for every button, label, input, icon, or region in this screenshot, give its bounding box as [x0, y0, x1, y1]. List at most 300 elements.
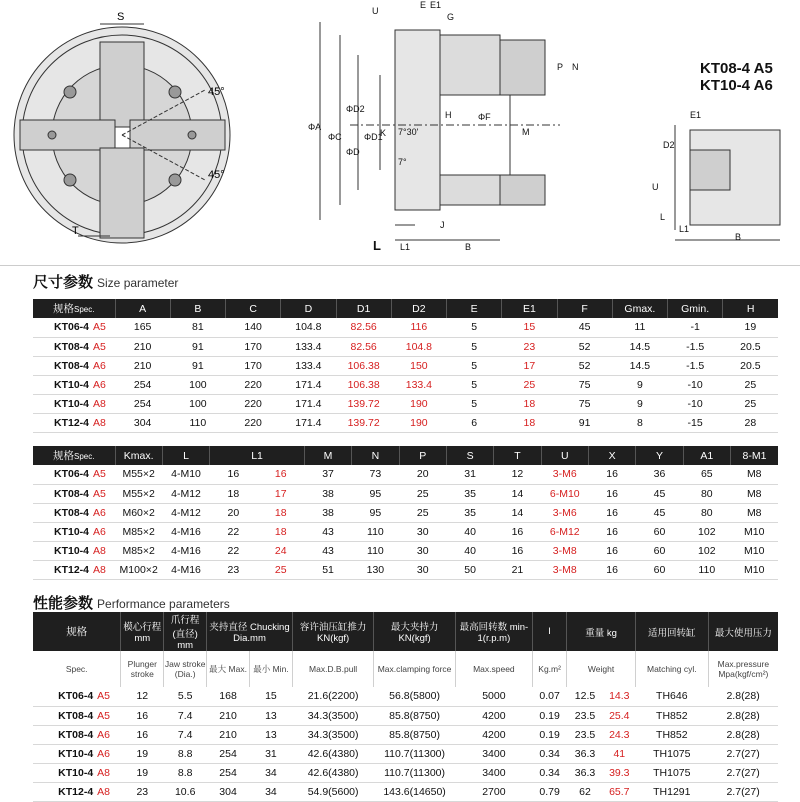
value-cell: 25 [502, 375, 557, 394]
value-cell: 17 [502, 356, 557, 375]
value-cell: 7.4 [164, 706, 207, 725]
value-cell: 12 [494, 465, 541, 484]
value-cell: 171.4 [281, 394, 336, 413]
value-cell: 18 [257, 522, 304, 541]
value-cell: 6 [447, 413, 502, 432]
perf-subheader-plunger: Plunger stroke [121, 651, 164, 687]
column-header: Kmax. [115, 446, 162, 465]
value-cell: 65.7 [603, 782, 635, 801]
dim-label-b: B [465, 242, 472, 252]
value-cell: 20 [210, 503, 257, 522]
spec-header-cn: 规格 [53, 303, 75, 315]
value-cell: TH1075 [635, 763, 708, 782]
value-cell: 18 [257, 503, 304, 522]
perf-subheader-speed: Max.speed [455, 651, 532, 687]
dim-label-l1: L1 [400, 242, 411, 252]
model-cell: KT08-4 [33, 484, 91, 503]
value-cell: 130 [352, 560, 399, 579]
model-cell: KT08-4 [33, 503, 91, 522]
column-header: 8-M1 [730, 446, 778, 465]
value-cell: 14 [494, 484, 541, 503]
column-header: A [115, 299, 170, 318]
table-row [33, 706, 778, 725]
value-cell: 60 [636, 541, 683, 560]
value-cell: 5 [447, 337, 502, 356]
variant-cell: A8 [95, 782, 121, 801]
column-header: L [162, 446, 209, 465]
column-header: P [399, 446, 446, 465]
spec-header-en: Spec. [74, 452, 95, 461]
value-cell: 106.38 [336, 375, 391, 394]
size-table-2-header [33, 446, 778, 465]
detail-view-drawing [675, 125, 780, 240]
value-cell: M10 [730, 522, 778, 541]
value-cell: 110 [352, 522, 399, 541]
table-row [33, 318, 778, 337]
column-header: A1 [683, 446, 730, 465]
value-cell: 16 [588, 541, 635, 560]
perf-header-cyl: 适用回转缸 [635, 612, 708, 651]
value-cell: 35 [446, 484, 493, 503]
value-cell: 254 [207, 744, 250, 763]
value-cell: 210 [207, 706, 250, 725]
value-cell: 13 [250, 706, 293, 725]
size-section-title [33, 271, 178, 292]
value-cell: 0.79 [532, 782, 566, 801]
table-row [33, 522, 778, 541]
variant-cell: A8 [91, 413, 115, 432]
value-cell: M10 [730, 541, 778, 560]
dim-label-k: K [380, 128, 387, 138]
value-cell: 23 [210, 560, 257, 579]
model-cell: KT10-4 [33, 375, 91, 394]
model-cell: KT08-4 [33, 725, 95, 744]
value-cell: 39.3 [603, 763, 635, 782]
perf-subheader-max: 最大 Max. [207, 651, 250, 687]
perf-subheader-cyl: Matching cyl. [635, 651, 708, 687]
value-cell: 22 [210, 541, 257, 560]
dim-label-c: ΦC [328, 132, 342, 142]
value-cell: M100×2 [115, 560, 162, 579]
detail-label-b: B [735, 232, 742, 242]
size-section-title-en: Size parameter [97, 276, 179, 290]
value-cell: 7.4 [164, 725, 207, 744]
value-cell: 23.5 [567, 706, 603, 725]
value-cell: 75 [557, 394, 612, 413]
value-cell: 170 [226, 356, 281, 375]
column-header: M [304, 446, 351, 465]
value-cell: 4-M12 [162, 484, 209, 503]
value-cell: M85×2 [115, 522, 162, 541]
value-cell: 102 [683, 541, 730, 560]
value-cell: 4-M16 [162, 522, 209, 541]
value-cell: 95 [352, 484, 399, 503]
column-header: Gmin. [668, 299, 723, 318]
value-cell: 104.8 [281, 318, 336, 337]
value-cell: 210 [115, 337, 170, 356]
column-header: E [447, 299, 502, 318]
value-cell: 85.8(8750) [374, 706, 455, 725]
variant-cell: A6 [91, 375, 115, 394]
value-cell: 3-M6 [541, 465, 588, 484]
detail-label-u: U [652, 182, 659, 192]
model-cell: KT10-4 [33, 763, 95, 782]
column-header: B [170, 299, 225, 318]
value-cell: 6-M10 [541, 484, 588, 503]
value-cell: 3400 [455, 744, 532, 763]
model-cell: KT06-4 [33, 687, 95, 706]
value-cell: 210 [207, 725, 250, 744]
value-cell: 12.5 [567, 687, 603, 706]
value-cell: -1 [668, 318, 723, 337]
table-row [33, 560, 778, 579]
value-cell: 36.3 [567, 763, 603, 782]
value-cell: TH852 [635, 706, 708, 725]
performance-table-header [33, 612, 778, 687]
column-header: T [494, 446, 541, 465]
perf-spec-header: 规格 [33, 612, 121, 651]
value-cell: 20.5 [723, 356, 778, 375]
value-cell: M8 [730, 484, 778, 503]
value-cell: 5 [447, 356, 502, 375]
performance-table [33, 612, 778, 802]
value-cell: 82.56 [336, 337, 391, 356]
dim-label-d: ΦD [346, 147, 360, 157]
dim-label-s: S [117, 11, 125, 23]
value-cell: 11 [612, 318, 667, 337]
dim-label-l: L [373, 238, 381, 253]
value-cell: -1.5 [668, 356, 723, 375]
variant-cell: A6 [91, 503, 115, 522]
value-cell: M10 [730, 560, 778, 579]
value-cell: 2.7(27) [708, 782, 778, 801]
value-cell: 30 [399, 541, 446, 560]
column-header: N [352, 446, 399, 465]
dim-label-d1: ΦD1 [364, 132, 383, 142]
dim-label-p: P [557, 62, 564, 72]
detail-label-l1: L1 [679, 224, 690, 234]
dim-label-t: T [72, 225, 79, 237]
value-cell: 75 [557, 375, 612, 394]
model-cell: KT10-4 [33, 394, 91, 413]
variant-cell: A6 [91, 522, 115, 541]
value-cell: 2.8(28) [708, 725, 778, 744]
variant-cell: A5 [91, 465, 115, 484]
variant-cell: A6 [91, 356, 115, 375]
value-cell: 80 [683, 503, 730, 522]
dim-label-angle-1: 7°30' [398, 127, 419, 137]
value-cell: 18 [210, 484, 257, 503]
perf-header-pressure: 最大使用压力 [708, 612, 778, 651]
spec-header-cn: 规格 [53, 450, 75, 462]
value-cell: 38 [304, 503, 351, 522]
dim-label-a: ΦA [308, 122, 322, 132]
model-cell: KT12-4 [33, 413, 91, 432]
value-cell: 16 [121, 725, 164, 744]
value-cell: 8.8 [164, 763, 207, 782]
model-cell: KT12-4 [33, 560, 91, 579]
column-header: D1 [336, 299, 391, 318]
value-cell: 45 [636, 503, 683, 522]
value-cell: 16 [588, 465, 635, 484]
value-cell: 34.3(3500) [292, 725, 373, 744]
value-cell: 4-M12 [162, 503, 209, 522]
value-cell: 23.5 [567, 725, 603, 744]
column-header: Gmax. [612, 299, 667, 318]
column-header: F [557, 299, 612, 318]
value-cell: 60 [636, 522, 683, 541]
value-cell: 304 [115, 413, 170, 432]
value-cell: 41 [603, 744, 635, 763]
value-cell: M55×2 [115, 465, 162, 484]
table-row [33, 687, 778, 706]
value-cell: TH1291 [635, 782, 708, 801]
value-cell: 190 [391, 413, 446, 432]
value-cell: 81 [170, 318, 225, 337]
value-cell: 34 [250, 782, 293, 801]
spec-header [33, 446, 115, 465]
model-label [700, 60, 773, 94]
size-table-1-header [33, 299, 778, 318]
performance-table-body [33, 687, 778, 801]
value-cell: 31 [446, 465, 493, 484]
value-cell: 133.4 [281, 356, 336, 375]
perf-header-clamping: 最大夹持力 KN(kgf) [374, 612, 455, 651]
model-label-line-1: KT08-4 A5 [700, 60, 773, 77]
table-row [33, 503, 778, 522]
value-cell: 60 [636, 560, 683, 579]
value-cell: 91 [557, 413, 612, 432]
value-cell: 171.4 [281, 413, 336, 432]
dim-label-f: ΦF [478, 112, 491, 122]
value-cell: 16 [588, 560, 635, 579]
variant-cell: A6 [95, 725, 121, 744]
value-cell: 110.7(11300) [374, 744, 455, 763]
perf-header-row-cn [33, 612, 778, 651]
value-cell: 4200 [455, 706, 532, 725]
value-cell: 104.8 [391, 337, 446, 356]
value-cell: 220 [226, 413, 281, 432]
value-cell: 150 [391, 356, 446, 375]
dim-label-j: J [440, 220, 445, 230]
value-cell: 42.6(4380) [292, 763, 373, 782]
detail-label-l: L [660, 212, 666, 222]
value-cell: 23 [502, 337, 557, 356]
value-cell: TH646 [635, 687, 708, 706]
perf-header-inertia: I [532, 612, 566, 651]
value-cell: 54.9(5600) [292, 782, 373, 801]
value-cell: 2.7(27) [708, 763, 778, 782]
value-cell: 16 [588, 503, 635, 522]
value-cell: 2700 [455, 782, 532, 801]
value-cell: 14 [494, 503, 541, 522]
value-cell: 16 [494, 522, 541, 541]
column-header: C [226, 299, 281, 318]
value-cell: 165 [115, 318, 170, 337]
value-cell: 15 [502, 318, 557, 337]
value-cell: 56.8(5800) [374, 687, 455, 706]
value-cell: 20 [399, 465, 446, 484]
column-header: X [588, 446, 635, 465]
column-header: D2 [391, 299, 446, 318]
value-cell: 4200 [455, 725, 532, 744]
value-cell: 171.4 [281, 375, 336, 394]
perf-header-jaw: 爪行程 (直径) mm [164, 612, 207, 651]
value-cell: 8 [612, 413, 667, 432]
model-cell: KT10-4 [33, 541, 91, 560]
value-cell: TH1075 [635, 744, 708, 763]
value-cell: 0.19 [532, 725, 566, 744]
perf-header-row-en [33, 651, 778, 687]
value-cell: 34 [250, 763, 293, 782]
perf-header-chucking: 夹持直径 Chucking Dia.mm [207, 612, 293, 651]
value-cell: 168 [207, 687, 250, 706]
value-cell: 52 [557, 337, 612, 356]
value-cell: 3-M6 [541, 503, 588, 522]
value-cell: 4-M10 [162, 465, 209, 484]
variant-cell: A8 [91, 560, 115, 579]
value-cell: 133.4 [391, 375, 446, 394]
value-cell: 16 [257, 465, 304, 484]
value-cell: 25 [723, 394, 778, 413]
table-row [33, 763, 778, 782]
value-cell: 51 [304, 560, 351, 579]
model-cell: KT10-4 [33, 744, 95, 763]
column-header: H [723, 299, 778, 318]
size-table-2-body [33, 465, 778, 579]
dim-label-u: U [372, 6, 379, 16]
value-cell: 220 [226, 375, 281, 394]
value-cell: 10.6 [164, 782, 207, 801]
technical-drawings [0, 0, 800, 265]
column-header: Y [636, 446, 683, 465]
value-cell: 0.07 [532, 687, 566, 706]
detail-label-d2: D2 [663, 140, 675, 150]
value-cell: 85.8(8750) [374, 725, 455, 744]
value-cell: 106.38 [336, 356, 391, 375]
table-row [33, 725, 778, 744]
perf-section-title-en: Performance parameters [97, 597, 230, 611]
variant-cell: A8 [95, 763, 121, 782]
value-cell: M55×2 [115, 484, 162, 503]
value-cell: 143.6(14650) [374, 782, 455, 801]
detail-label-e1: E1 [690, 110, 702, 120]
table-row [33, 394, 778, 413]
dim-label-e1: E1 [430, 0, 442, 10]
value-cell: 0.34 [532, 744, 566, 763]
value-cell: 30 [399, 522, 446, 541]
value-cell: 37 [304, 465, 351, 484]
perf-section-title-cn: 性能参数 [33, 595, 94, 612]
value-cell: 110.7(11300) [374, 763, 455, 782]
value-cell: 190 [391, 394, 446, 413]
variant-cell: A5 [91, 484, 115, 503]
value-cell: 102 [683, 522, 730, 541]
value-cell: 38 [304, 484, 351, 503]
column-header: U [541, 446, 588, 465]
value-cell: 35 [446, 503, 493, 522]
value-cell: 43 [304, 541, 351, 560]
value-cell: 304 [207, 782, 250, 801]
value-cell: 19 [723, 318, 778, 337]
value-cell: 14.5 [612, 337, 667, 356]
dim-label-m: M [522, 127, 530, 137]
variant-cell: A5 [91, 318, 115, 337]
value-cell: 43 [304, 522, 351, 541]
value-cell: 20.5 [723, 337, 778, 356]
dim-label-g: G [447, 12, 455, 22]
perf-subheader-pull: Max.D.B.pull [292, 651, 373, 687]
value-cell: 25.4 [603, 706, 635, 725]
perf-section-title [33, 592, 230, 613]
value-cell: 16 [121, 706, 164, 725]
value-cell: 25 [399, 484, 446, 503]
model-label-line-2: KT10-4 A6 [700, 77, 773, 94]
table-row [33, 744, 778, 763]
value-cell: 25 [399, 503, 446, 522]
value-cell: 18 [502, 413, 557, 432]
value-cell: M85×2 [115, 541, 162, 560]
value-cell: -15 [668, 413, 723, 432]
value-cell: 52 [557, 356, 612, 375]
value-cell: 9 [612, 394, 667, 413]
value-cell: 3-M8 [541, 541, 588, 560]
variant-cell: A5 [95, 687, 121, 706]
value-cell: 14.3 [603, 687, 635, 706]
value-cell: 22 [210, 522, 257, 541]
model-cell: KT06-4 [33, 465, 91, 484]
value-cell: 80 [683, 484, 730, 503]
value-cell: 110 [170, 413, 225, 432]
value-cell: 254 [115, 375, 170, 394]
value-cell: 73 [352, 465, 399, 484]
value-cell: 42.6(4380) [292, 744, 373, 763]
column-header: E1 [502, 299, 557, 318]
value-cell: 14.5 [612, 356, 667, 375]
value-cell: 5000 [455, 687, 532, 706]
value-cell: 16 [588, 484, 635, 503]
value-cell: 5 [447, 318, 502, 337]
value-cell: 28 [723, 413, 778, 432]
value-cell: 4-M16 [162, 541, 209, 560]
value-cell: 139.72 [336, 413, 391, 432]
value-cell: 2.8(28) [708, 706, 778, 725]
column-header: D [281, 299, 336, 318]
value-cell: 210 [115, 356, 170, 375]
value-cell: M8 [730, 465, 778, 484]
value-cell: 91 [170, 356, 225, 375]
value-cell: 4-M16 [162, 560, 209, 579]
size-table-2 [33, 446, 778, 580]
value-cell: 220 [226, 394, 281, 413]
table-row [33, 413, 778, 432]
value-cell: 3-M8 [541, 560, 588, 579]
value-cell: 3400 [455, 763, 532, 782]
value-cell: 19 [121, 744, 164, 763]
value-cell: 139.72 [336, 394, 391, 413]
section-divider [0, 265, 800, 266]
value-cell: 91 [170, 337, 225, 356]
variant-cell: A5 [91, 337, 115, 356]
value-cell: 24.3 [603, 725, 635, 744]
front-view-drawing [14, 24, 230, 243]
angle-label-top: 45° [208, 86, 225, 98]
value-cell: M8 [730, 503, 778, 522]
value-cell: 45 [557, 318, 612, 337]
variant-cell: A6 [95, 744, 121, 763]
table-row [33, 356, 778, 375]
value-cell: 36.3 [567, 744, 603, 763]
